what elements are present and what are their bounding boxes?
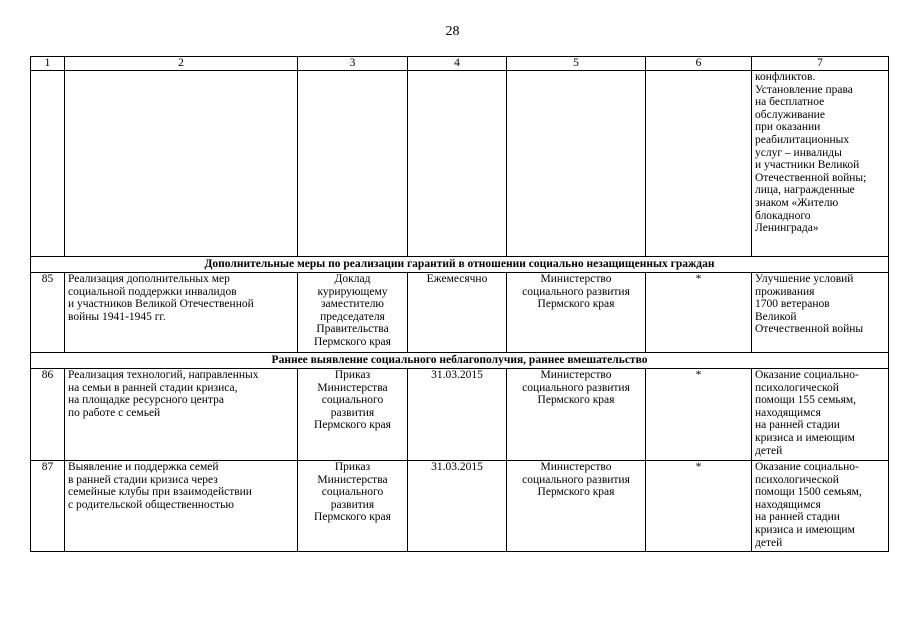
text-line: Отечественной войны [755, 323, 864, 336]
text-line: знаком «Жителю [755, 196, 839, 209]
text-line: находящимся [755, 406, 821, 419]
text-line: социальной поддержки инвалидов [68, 285, 237, 298]
cell-num [31, 71, 65, 257]
column-number: 3 [298, 57, 408, 71]
text-line: лица, награжденные [755, 184, 855, 197]
text-line: Оказание социально- [755, 369, 859, 381]
measures-table [30, 56, 889, 552]
column-number: 2 [65, 57, 298, 71]
column-number: 1 [31, 57, 65, 71]
cell-executor [507, 71, 646, 257]
text-line: на семьи в ранней стадии кризиса, [68, 381, 238, 394]
text-line: Приказ [334, 369, 371, 381]
cell-document [298, 273, 408, 353]
text-line: реабилитационных [755, 133, 850, 146]
cell-document [298, 369, 408, 461]
cell-funding: * [646, 369, 752, 461]
text-line: Установление права [755, 83, 853, 96]
text-line: проживания [755, 285, 815, 298]
cell-funding: * [646, 461, 752, 552]
cell-executor [507, 369, 646, 461]
text-line: социального [321, 394, 384, 407]
text-line: Пермского края [537, 298, 615, 311]
row-number: 86 [31, 369, 65, 461]
cell-result [752, 71, 889, 257]
cell-deadline: Ежемесячно [408, 273, 507, 353]
text-line: 1700 ветеранов [755, 298, 830, 311]
text-line: с родительской общественностью [68, 498, 234, 511]
text-line: кризиса и имеющим [755, 431, 855, 444]
text-line: кризиса и имеющим [755, 523, 855, 536]
section-title: Дополнительные меры по реализации гарантий в отношении социально незащищенных граждан [31, 257, 889, 273]
table-row [31, 461, 889, 552]
text-line: Пермского края [314, 335, 391, 348]
cell-measure [65, 273, 298, 353]
text-line: находящимся [755, 498, 821, 511]
cell-measure [65, 71, 298, 257]
cell-funding [646, 71, 752, 257]
text-line: курирующему [317, 285, 388, 298]
text-line: Великой [755, 310, 797, 323]
cell-result [752, 273, 889, 353]
cell-funding: * [646, 273, 752, 353]
text-line: по работе с семьей [68, 406, 161, 419]
section-title: Раннее выявление социального неблагополучия, раннее вмешательство [31, 353, 889, 369]
text-line: обслуживание [755, 108, 825, 121]
text-line: председателя [320, 310, 385, 323]
text-line: развития [330, 406, 375, 419]
page-number: 28 [445, 24, 460, 39]
text-line: развития [330, 498, 375, 511]
row-number: 87 [31, 461, 65, 552]
text-line: Пермского края [314, 511, 391, 524]
text-line: услуг – инвалиды [755, 146, 842, 159]
text-line: Министерство [540, 369, 612, 381]
text-line: на площадке ресурсного центра [68, 394, 224, 407]
table-row [31, 273, 889, 353]
cell-deadline [408, 71, 507, 257]
text-line: помощи 1500 семьям, [755, 486, 862, 499]
text-line: блокадного [755, 209, 811, 222]
text-line: Ленинграда» [755, 222, 819, 235]
text-line: Выявление и поддержка семей [68, 461, 219, 473]
text-line: на бесплатное [755, 96, 825, 109]
text-line: заместителю [320, 298, 385, 311]
continuation-row [31, 71, 889, 257]
text-line: Пермского края [314, 419, 391, 432]
cell-result [752, 461, 889, 552]
text-line: социального развития [522, 473, 630, 486]
section-header-row [31, 353, 889, 369]
text-line: Министерства [317, 473, 388, 486]
text-line: и участников Великой Отечественной [68, 298, 254, 311]
row-number: 85 [31, 273, 65, 353]
cell-measure [65, 369, 298, 461]
section-header-row [31, 257, 889, 273]
cell-document [298, 71, 408, 257]
cell-executor [507, 461, 646, 552]
text-line: на ранней стадии [755, 419, 840, 432]
text-line: Реализация технологий, направленных [68, 369, 259, 381]
text-line: Министерства [317, 381, 388, 394]
text-line: помощи 155 семьям, [755, 394, 857, 407]
text-line: Улучшение условий [755, 273, 854, 285]
text-line: детей [755, 444, 783, 457]
text-line: войны 1941-1945 гг. [68, 310, 166, 323]
table-row [31, 369, 889, 461]
cell-measure [65, 461, 298, 552]
text-line: Правительства [316, 323, 389, 336]
text-line: семейные клубы при взаимодействии [68, 486, 252, 499]
column-number: 5 [507, 57, 646, 71]
text-line: социального [321, 486, 384, 499]
text-line: Пермского края [537, 394, 615, 407]
cell-document [298, 461, 408, 552]
text-line: на ранней стадии [755, 511, 840, 524]
text-line: Пермского края [537, 486, 615, 499]
text-line: психологической [755, 381, 839, 394]
cell-deadline: 31.03.2015 [408, 369, 507, 461]
text-line: психологической [755, 473, 839, 486]
text-line: детей [755, 536, 783, 549]
text-line: социального развития [522, 381, 630, 394]
cell-executor [507, 273, 646, 353]
text-line: Доклад [334, 273, 371, 285]
text-line: Министерство [540, 461, 612, 473]
text-line: в ранней стадии кризиса через [68, 473, 218, 486]
text-line: конфликтов. [755, 71, 816, 83]
cell-deadline: 31.03.2015 [408, 461, 507, 552]
column-number: 6 [646, 57, 752, 71]
text-line: и участники Великой [755, 159, 860, 172]
column-number: 4 [408, 57, 507, 71]
column-number-row [31, 57, 889, 71]
text-line: при оказании [755, 121, 821, 134]
cell-result [752, 369, 889, 461]
text-line: Отечественной войны; [755, 171, 867, 184]
text-line: Реализация дополнительных мер [68, 273, 230, 285]
text-line: социального развития [522, 285, 630, 298]
text-line: Министерство [540, 273, 612, 285]
text-line: Приказ [334, 461, 371, 473]
text-line: Оказание социально- [755, 461, 859, 473]
column-number: 7 [752, 57, 889, 71]
